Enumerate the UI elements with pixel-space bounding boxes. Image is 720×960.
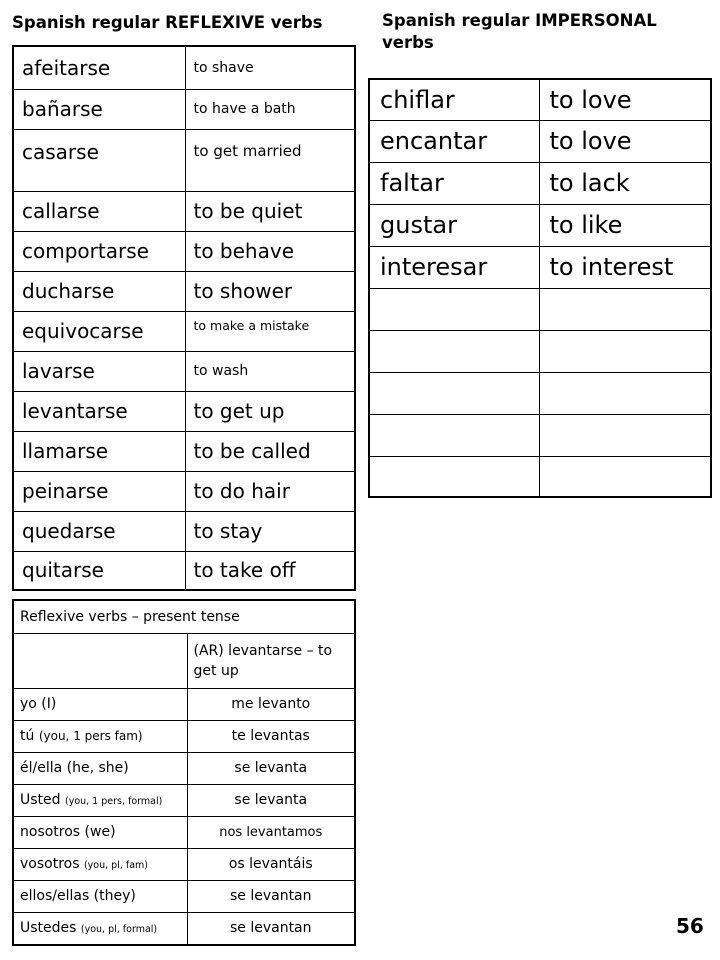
spanish-verb: casarse <box>13 129 185 191</box>
english-meaning: to be quiet <box>185 191 355 231</box>
english-meaning: to lack <box>539 162 711 204</box>
table-row <box>13 688 355 720</box>
empty-cell <box>539 288 711 330</box>
empty-cell <box>539 330 711 372</box>
verb-form: te levantas <box>187 720 355 752</box>
spanish-verb: interesar <box>369 246 539 288</box>
reflexive-heading-prefix: Spanish regular <box>12 13 166 32</box>
table-row <box>13 848 355 880</box>
impersonal-heading-line1: Spanish regular IMPERSONAL <box>382 11 657 30</box>
verb-form: nos levantamos <box>187 816 355 848</box>
english-meaning: to stay <box>185 511 355 551</box>
page-number: 56 <box>676 914 704 938</box>
pronoun: vosotros <box>20 856 80 872</box>
english-meaning: to wash <box>185 351 355 391</box>
table-row <box>13 231 355 271</box>
pronoun: Usted <box>20 792 61 808</box>
english-meaning: to take off <box>185 551 355 590</box>
empty-row <box>369 372 711 414</box>
empty-row <box>369 456 711 497</box>
verb-form: se levantan <box>187 912 355 945</box>
pronoun-cell <box>13 912 187 945</box>
empty-cell <box>369 330 539 372</box>
empty-cell <box>369 372 539 414</box>
reflexive-verbs-table <box>12 45 356 591</box>
table-row <box>369 120 711 162</box>
empty-row <box>369 330 711 372</box>
pronoun: ellos/ellas (they) <box>20 888 136 904</box>
reflexive-heading-suffix: verbs <box>265 13 323 32</box>
english-meaning: to like <box>539 204 711 246</box>
table-row <box>13 784 355 816</box>
conjugation-table <box>12 599 356 946</box>
pronoun-cell <box>13 848 187 880</box>
english-meaning: to get married <box>185 129 355 191</box>
table-row <box>13 551 355 590</box>
english-meaning: to interest <box>539 246 711 288</box>
pronoun: tú <box>20 728 35 744</box>
spanish-verb: afeitarse <box>13 46 185 89</box>
verb-form: me levanto <box>187 688 355 720</box>
verb-form: os levantáis <box>187 848 355 880</box>
spanish-verb: comportarse <box>13 231 185 271</box>
pronoun-cell <box>13 816 187 848</box>
spanish-verb: levantarse <box>13 391 185 431</box>
spanish-verb: chiflar <box>369 79 539 120</box>
verb-form: se levantan <box>187 880 355 912</box>
table-row <box>13 880 355 912</box>
empty-cell <box>539 372 711 414</box>
table-row <box>13 471 355 511</box>
english-meaning: to make a mistake <box>185 311 355 351</box>
empty-cell <box>369 414 539 456</box>
reflexive-heading <box>12 12 323 34</box>
pronoun-note: (you, 1 pers, formal) <box>64 796 163 807</box>
pronoun-cell <box>13 752 187 784</box>
spanish-verb: peinarse <box>13 471 185 511</box>
english-meaning: to shave <box>185 46 355 89</box>
pronoun-cell <box>13 784 187 816</box>
pronoun-note: (you, 1 pers fam) <box>38 729 143 743</box>
impersonal-heading <box>382 10 712 54</box>
table-row <box>13 720 355 752</box>
table-row <box>13 391 355 431</box>
spanish-verb: equivocarse <box>13 311 185 351</box>
conjugation-title: Reflexive verbs – present tense <box>13 600 355 633</box>
empty-cell <box>539 456 711 497</box>
table-row <box>13 129 355 191</box>
pronoun: él/ella (he, she) <box>20 760 129 776</box>
table-row <box>13 752 355 784</box>
empty-cell <box>13 633 187 688</box>
english-meaning: to have a bath <box>185 89 355 129</box>
table-row <box>13 511 355 551</box>
table-row <box>13 191 355 231</box>
spanish-verb: faltar <box>369 162 539 204</box>
impersonal-verbs-table <box>368 78 712 498</box>
verb-form: se levanta <box>187 784 355 816</box>
table-header-row <box>13 633 355 688</box>
empty-row <box>369 414 711 456</box>
table-row <box>13 912 355 945</box>
verb-header: (AR) levantarse – to get up <box>187 633 355 688</box>
spanish-verb: lavarse <box>13 351 185 391</box>
pronoun: Ustedes <box>20 920 77 937</box>
english-meaning: to behave <box>185 231 355 271</box>
table-row <box>13 46 355 89</box>
table-title-row <box>13 600 355 633</box>
english-meaning: to be called <box>185 431 355 471</box>
spanish-verb: bañarse <box>13 89 185 129</box>
pronoun-cell <box>13 720 187 752</box>
table-row <box>369 204 711 246</box>
empty-cell <box>369 288 539 330</box>
empty-cell <box>539 414 711 456</box>
pronoun-note: (you, pl, formal) <box>80 924 158 936</box>
spanish-verb: callarse <box>13 191 185 231</box>
impersonal-heading-line2: verbs <box>382 33 434 52</box>
empty-row <box>369 288 711 330</box>
pronoun-note: (you, pl, fam) <box>83 860 149 871</box>
pronoun: yo (I) <box>20 696 57 712</box>
reflexive-heading-bold: REFLEXIVE <box>165 13 266 32</box>
verb-form: se levanta <box>187 752 355 784</box>
english-meaning: to do hair <box>185 471 355 511</box>
pronoun: nosotros (we) <box>20 824 116 840</box>
english-meaning: to love <box>539 120 711 162</box>
table-row <box>13 816 355 848</box>
english-meaning: to get up <box>185 391 355 431</box>
pronoun-cell <box>13 688 187 720</box>
table-row <box>369 162 711 204</box>
spanish-verb: quedarse <box>13 511 185 551</box>
spanish-verb: ducharse <box>13 271 185 311</box>
english-meaning: to love <box>539 79 711 120</box>
table-row <box>13 431 355 471</box>
spanish-verb: llamarse <box>13 431 185 471</box>
pronoun-cell <box>13 880 187 912</box>
table-row <box>13 351 355 391</box>
spanish-verb: encantar <box>369 120 539 162</box>
spanish-verb: quitarse <box>13 551 185 590</box>
spanish-verb: gustar <box>369 204 539 246</box>
english-meaning: to shower <box>185 271 355 311</box>
table-row <box>13 311 355 351</box>
table-row <box>369 246 711 288</box>
empty-cell <box>369 456 539 497</box>
table-row <box>13 271 355 311</box>
table-row <box>13 89 355 129</box>
table-row <box>369 79 711 120</box>
